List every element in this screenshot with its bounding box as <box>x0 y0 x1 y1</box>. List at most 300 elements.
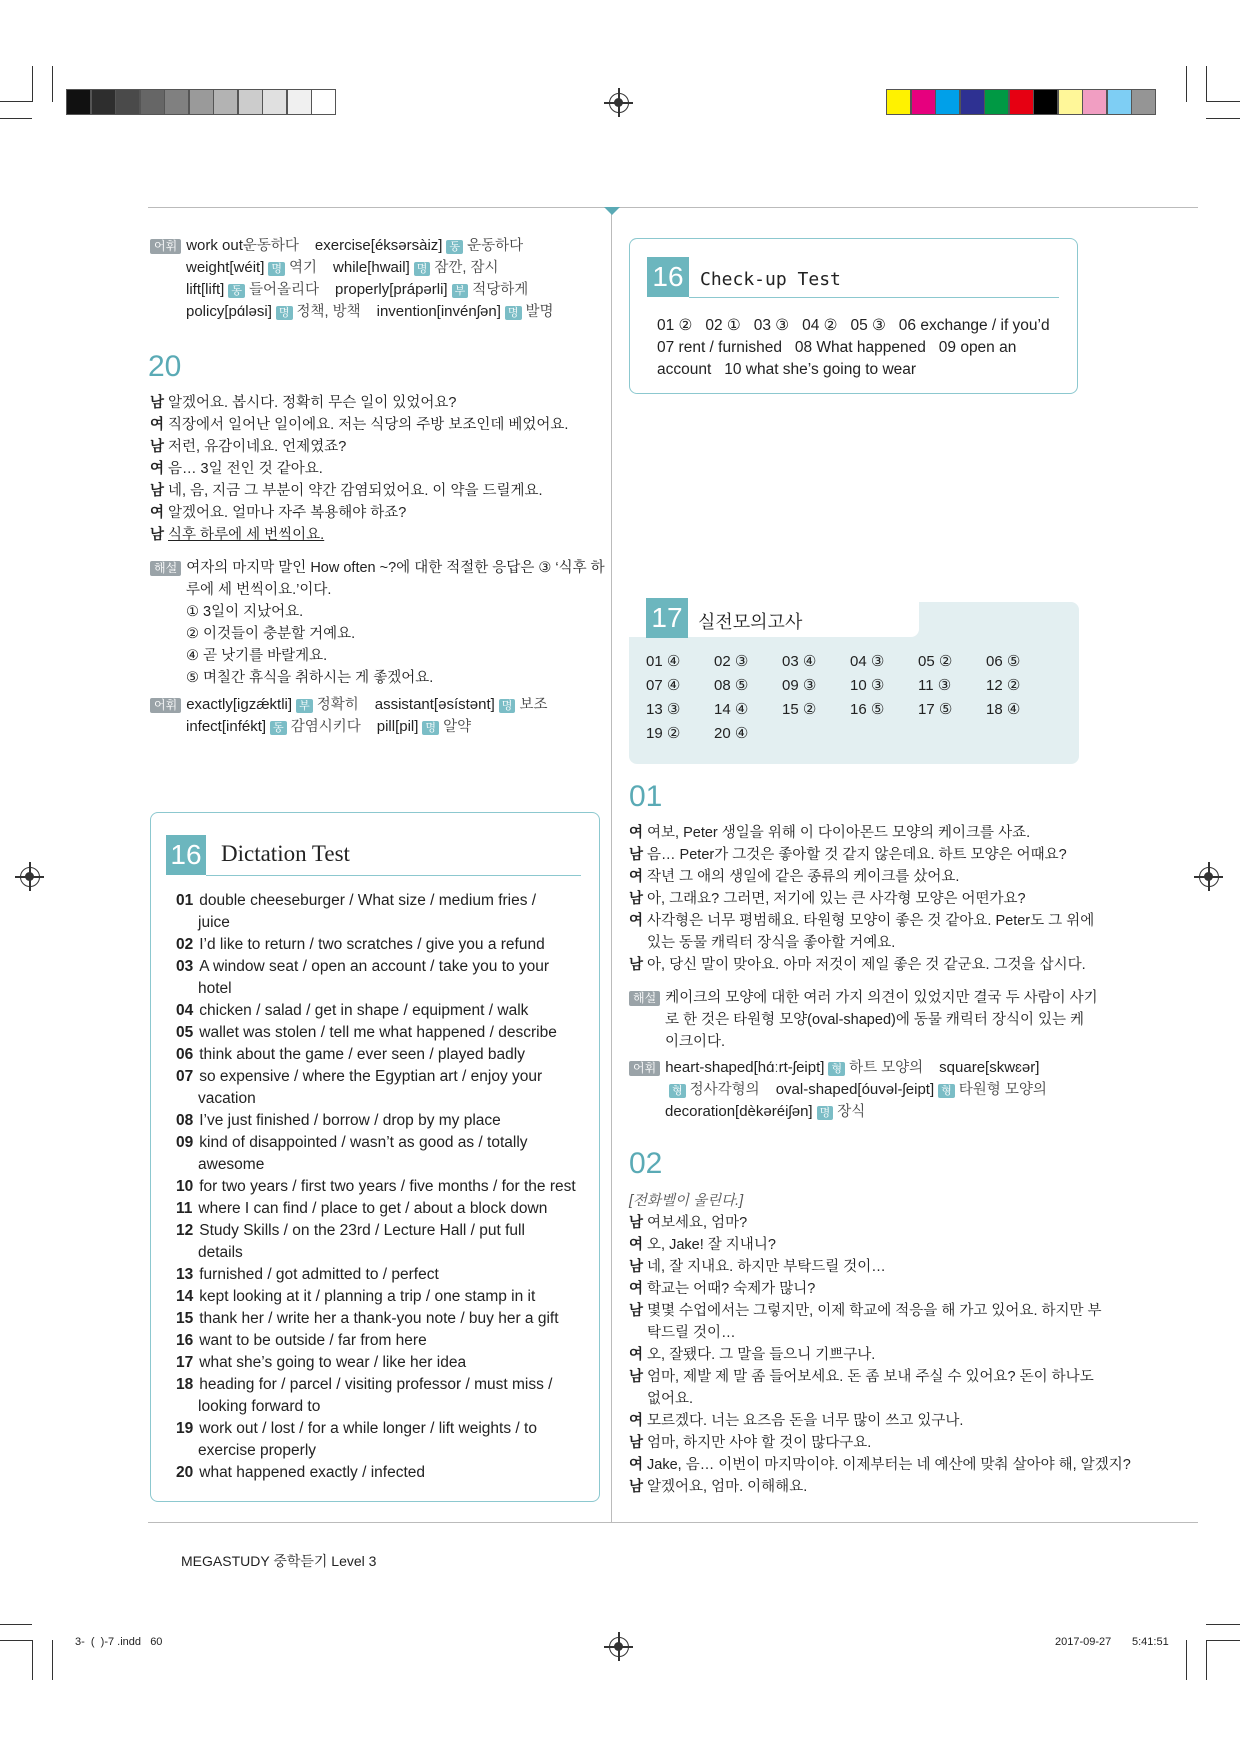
speaker: 여 <box>629 1413 644 1429</box>
dialogue-line <box>629 1432 1079 1454</box>
pos-badge: 형 <box>828 1062 845 1076</box>
vocab-meaning: 장식 <box>837 1104 866 1120</box>
color-swatch <box>960 89 985 115</box>
utterance: 알겠어요. 봅시다. 정확히 무슨 일이 있었어요? <box>168 395 457 411</box>
dictation-item <box>176 1132 586 1154</box>
pos-badge: 명 <box>276 306 293 320</box>
vocab-meaning: 잠깐, 잠시 <box>434 260 499 276</box>
vocab-row <box>150 716 610 738</box>
dictation-item <box>176 1044 586 1066</box>
item-number: 07 <box>176 1068 194 1085</box>
dictation-item <box>176 1242 586 1264</box>
vocab-meaning: 운동하다 <box>467 238 524 254</box>
utterance: 식후 하루에 세 번씩이요. <box>168 527 325 543</box>
dialogue-line <box>629 1388 1079 1410</box>
speaker: 남 <box>629 891 644 907</box>
speaker: 남 <box>629 1435 644 1451</box>
gray-swatch <box>115 89 140 115</box>
vocab-row <box>629 1057 1079 1079</box>
dialogue-line <box>629 1256 1079 1278</box>
vocab-meaning: 정책, 방책 <box>296 304 361 320</box>
dictation-answer: I’ve just finished / borrow / drop by my place <box>199 1112 501 1129</box>
utterance: 음… Peter가 그것은 좋아할 것 같지 않은데요. 하트 모양은 어때요? <box>647 847 1067 863</box>
vocab-block-19 <box>150 235 600 323</box>
dictation-badge: 16 <box>166 835 206 875</box>
speaker: 남 <box>629 1479 644 1495</box>
dictation-answer-list <box>176 890 586 1484</box>
pos-badge: 명 <box>268 262 285 276</box>
dialogue-line <box>629 910 1095 932</box>
dictation-answer: awesome <box>198 1156 265 1173</box>
question-01-vocab <box>629 1057 1079 1123</box>
mock-answer: 13 ③ <box>646 701 681 718</box>
dictation-item <box>176 1286 586 1308</box>
dialogue-line <box>150 392 610 414</box>
vocab-row <box>629 1079 1079 1101</box>
mock-test-answers <box>646 652 1066 762</box>
vocab-word: invention[invénʃən] <box>376 303 501 320</box>
vocab-word: lift[lift] <box>186 281 225 298</box>
color-swatch <box>1131 89 1156 115</box>
dictation-item <box>176 1022 586 1044</box>
utterance: 있는 동물 캐릭터 장식을 좋아할 거예요. <box>647 935 896 951</box>
mock-answer: 16 ⑤ <box>850 701 885 718</box>
question-number-02: 02 <box>629 1147 663 1180</box>
color-swatch <box>1033 89 1058 115</box>
answer-option: ④ 곧 낫기를 바랄게요. <box>186 648 328 664</box>
vocab-row <box>150 235 600 257</box>
checkup-line: 07 rent / furnished 08 What happened 09 open an <box>657 339 1017 356</box>
dictation-answer: details <box>198 1244 243 1261</box>
mock-answer: 15 ② <box>782 701 817 718</box>
dictation-item <box>176 1418 586 1440</box>
utterance: 탁드릴 것이… <box>647 1325 736 1341</box>
utterance: 모르겠다. 너는 요즈음 돈을 너무 많이 쓰고 있구나. <box>647 1413 964 1429</box>
item-number: 17 <box>176 1354 194 1371</box>
explain-line: 여자의 마지막 말인 How often ~?에 대한 적절한 응답은 ③ ‘식후 하 <box>186 560 605 576</box>
pos-badge: 부 <box>452 284 469 298</box>
utterance: 없어요. <box>647 1391 694 1407</box>
dialogue-line <box>629 1300 1102 1322</box>
dialogue-line <box>629 1234 1079 1256</box>
mock-answer: 01 ④ <box>646 653 681 670</box>
vocab-list <box>150 235 600 323</box>
dictation-answer: Study Skills / on the 23rd / Lecture Hall / put full <box>199 1222 525 1239</box>
dictation-item <box>176 1198 586 1220</box>
utterance: 알겠어요. 얼마나 자주 복용해야 하죠? <box>168 505 407 521</box>
dictation-item <box>176 890 586 912</box>
dictation-item <box>176 1462 586 1484</box>
dictation-item <box>176 1176 586 1198</box>
mock-answer: 05 ② <box>918 653 953 670</box>
pos-badge: 명 <box>414 262 431 276</box>
color-swatch <box>886 89 911 115</box>
vocab-meaning: 발명 <box>525 304 554 320</box>
dialogue-line <box>629 1454 1131 1476</box>
gray-swatch <box>189 89 214 115</box>
speaker: 여 <box>150 505 165 521</box>
explain-line: 이크이다. <box>665 1034 726 1050</box>
utterance: 네, 잘 지내요. 하지만 부탁드릴 것이… <box>647 1259 886 1275</box>
vocab-row <box>150 279 600 301</box>
mock-answer: 11 ③ <box>918 677 952 694</box>
dictation-answer: kept looking at it / planning a trip / one stamp in it <box>199 1288 536 1305</box>
item-number: 12 <box>176 1222 194 1239</box>
dictation-item <box>176 912 586 934</box>
checkup-line: account 10 what she’s going to wear <box>657 361 917 378</box>
dictation-answer: what she’s going to wear / like her idea <box>199 1354 467 1371</box>
speaker: 남 <box>629 1259 644 1275</box>
dictation-answer: looking forward to <box>198 1398 321 1415</box>
vocab-word: while[hwail] <box>333 259 410 276</box>
utterance: 직장에서 일어난 일이에요. 저는 식당의 주방 보조인데 베었어요. <box>168 417 569 433</box>
dictation-item <box>176 1110 586 1132</box>
vocab-word: heart-shaped[hɑ́ːrt-ʃeipt] <box>665 1059 825 1076</box>
dictation-item <box>176 1396 586 1418</box>
checkup-line: 01 ② 02 ① 03 ③ 04 ② 05 ③ 06 exchange / if you’d <box>657 317 1050 334</box>
dictation-answer: A window seat / open an account / take you to your <box>199 958 550 975</box>
gray-swatch <box>164 89 189 115</box>
color-swatch <box>984 89 1009 115</box>
utterance: 오, 잘됐다. 그 말을 들으니 기쁘구나. <box>647 1347 876 1363</box>
dictation-answer: I’d like to return / two scratches / give you a refund <box>199 936 545 953</box>
mock-answer: 04 ③ <box>850 653 885 670</box>
pos-badge: 명 <box>499 699 516 713</box>
vocab-word: oval-shaped[óuvəl-ʃeipt] <box>775 1081 935 1098</box>
speaker: 여 <box>629 1347 644 1363</box>
vocab-word: assistant[əsístənt] <box>374 696 495 713</box>
item-number: 08 <box>176 1112 194 1129</box>
question-20-dialogue <box>150 392 610 546</box>
item-number: 13 <box>176 1266 194 1283</box>
column-divider <box>611 207 612 1522</box>
dialogue-line <box>629 1366 1094 1388</box>
speaker: 남 <box>150 439 165 455</box>
vocab-meaning: 정사각형의 <box>689 1082 760 1098</box>
color-swatch <box>1082 89 1107 115</box>
item-number: 06 <box>176 1046 194 1063</box>
mock-answer: 19 ② <box>646 725 681 742</box>
explain-tag: 해설 <box>629 991 660 1006</box>
checkup-answers <box>657 315 1067 381</box>
vocab-word: pill[pil] <box>376 718 419 735</box>
vocab-meaning: 적당하게 <box>472 282 529 298</box>
gray-swatch <box>262 89 287 115</box>
file-name: 3- ( )-7 .indd 60 <box>75 1636 163 1648</box>
vocab-meaning: 들어올리다 <box>248 282 320 298</box>
dialogue-line <box>629 954 1086 976</box>
dictation-answer: kind of disappointed / wasn’t as good as / totally <box>199 1134 528 1151</box>
dictation-answer: so expensive / where the Egyptian art / enjoy your <box>199 1068 543 1085</box>
dictation-answer: want to be outside / far from here <box>199 1332 427 1349</box>
dictation-answer: what happened exactly / infected <box>199 1464 426 1481</box>
vocab-row <box>150 257 600 279</box>
dictation-item <box>176 934 586 956</box>
mock-answer: 08 ⑤ <box>714 677 749 694</box>
item-number: 18 <box>176 1376 194 1393</box>
dialogue-line <box>629 932 1079 954</box>
mock-answer: 09 ③ <box>782 677 817 694</box>
vocab-word: exercise[éksərsàiz] <box>314 237 443 254</box>
dictation-answer: juice <box>198 914 230 931</box>
checkup-badge: 16 <box>647 257 689 297</box>
gray-swatch <box>91 89 116 115</box>
gray-swatch <box>140 89 165 115</box>
utterance: 여보, Peter 생일을 위해 이 다이아몬드 모양의 케이크를 사죠. <box>647 825 1031 841</box>
question-20-vocab <box>150 694 610 738</box>
utterance: 음… 3일 전인 것 같아요. <box>168 461 323 477</box>
speaker: 여 <box>150 417 165 433</box>
pos-badge: 명 <box>505 306 522 320</box>
question-01-explanation <box>629 987 1098 1053</box>
speaker: 여 <box>629 1457 644 1473</box>
dictation-answer: chicken / salad / get in shape / equipment / walk <box>199 1002 529 1019</box>
item-number: 14 <box>176 1288 194 1305</box>
vocab-meaning: 알약 <box>443 719 472 735</box>
dictation-title-rule <box>206 875 581 876</box>
dictation-answer: think about the game / ever seen / played badly <box>199 1046 525 1063</box>
dialogue-line <box>150 480 610 502</box>
dictation-title: Dictation Test <box>221 841 350 866</box>
dictation-answer: exercise properly <box>198 1442 317 1459</box>
speaker: 남 <box>150 527 165 543</box>
speaker: 남 <box>150 483 165 499</box>
dialogue-line <box>629 1278 1079 1300</box>
gray-swatch <box>66 89 91 115</box>
item-number: 01 <box>176 892 194 909</box>
mock-test-badge: 17 <box>646 598 688 638</box>
dictation-answer: hotel <box>198 980 232 997</box>
speaker: 여 <box>629 1237 644 1253</box>
dictation-item <box>176 1220 586 1242</box>
gray-swatch <box>238 89 263 115</box>
dialogue-line <box>629 1344 1079 1366</box>
question-20-explanation <box>150 557 610 689</box>
registration-mark-icon <box>609 93 629 113</box>
dialogue-line <box>629 1212 1079 1234</box>
utterance: 학교는 어때? 숙제가 많니? <box>647 1281 816 1297</box>
answer-option: ① 3일이 지났어요. <box>186 604 304 620</box>
dictation-item <box>176 1154 586 1176</box>
pos-badge: 명 <box>422 721 439 735</box>
mock-answer: 02 ③ <box>714 653 749 670</box>
mock-answer: 03 ④ <box>782 653 817 670</box>
vocab-meaning: 감염시키다 <box>290 719 361 735</box>
dialogue-line <box>150 458 610 480</box>
dialogue-line <box>629 844 1079 866</box>
dictation-item <box>176 978 586 1000</box>
registration-mark-icon <box>20 867 40 887</box>
utterance: 몇몇 수업에서는 그렇지만, 이제 학교에 적응을 해 가고 있어요. 하지만 부 <box>647 1303 1102 1319</box>
dialogue-line <box>150 502 610 524</box>
color-swatch <box>1107 89 1132 115</box>
vocab-meaning: 타원형 모양의 <box>958 1082 1047 1098</box>
vocab-tag: 어휘 <box>150 698 181 713</box>
mock-answer: 10 ③ <box>850 677 885 694</box>
item-number: 19 <box>176 1420 194 1437</box>
mock-answer: 12 ② <box>986 677 1021 694</box>
dictation-item <box>176 1308 586 1330</box>
question-02-stage-direction: [전화벨이 울린다.] <box>629 1193 744 1209</box>
utterance: 작년 그 애의 생일에 같은 종류의 케이크를 샀어요. <box>647 869 960 885</box>
dictation-item <box>176 1330 586 1352</box>
dictation-test-box <box>150 812 600 1502</box>
answer-option: ② 이것들이 충분할 거예요. <box>186 626 356 642</box>
dictation-answer: where I can find / place to get / about a block down <box>198 1200 548 1217</box>
dictation-answer: thank her / write her a thank-you note / buy her a gift <box>199 1310 559 1327</box>
mock-answer: 07 ④ <box>646 677 681 694</box>
color-swatch <box>935 89 960 115</box>
dialogue-line <box>629 888 1079 910</box>
item-number: 03 <box>176 958 194 975</box>
mock-answer: 20 ④ <box>714 725 749 742</box>
gray-swatch <box>311 89 336 115</box>
dialogue-line <box>629 822 1079 844</box>
pos-badge: 명 <box>817 1106 834 1120</box>
dictation-answer: vacation <box>198 1090 256 1107</box>
speaker: 여 <box>150 461 165 477</box>
item-number: 10 <box>176 1178 194 1195</box>
dictation-answer: furnished / got admitted to / perfect <box>199 1266 439 1283</box>
gray-swatch <box>287 89 312 115</box>
question-02-dialogue <box>629 1212 1131 1498</box>
item-number: 05 <box>176 1024 194 1041</box>
dictation-answer: double cheeseburger / What size / medium fries / <box>199 892 537 909</box>
vocab-word: infect[infékt] <box>186 718 267 735</box>
book-title: MEGASTUDY 중학듣기 Level 3 <box>181 1553 377 1569</box>
question-number-20: 20 <box>148 350 182 383</box>
vocab-word: properly[prápərli] <box>335 281 448 298</box>
utterance: 오, Jake! 잘 지내니? <box>647 1237 776 1253</box>
speaker: 여 <box>629 1281 644 1297</box>
mock-test-title: 실전모의고사 <box>698 612 803 632</box>
vocab-word: square[skwɛər] <box>939 1059 1040 1076</box>
vocab-meaning: 운동하다 <box>242 238 299 254</box>
checkup-title-rule <box>689 297 1059 298</box>
answer-option: ⑤ 며칠간 휴식을 취하시는 게 좋겠어요. <box>186 670 434 686</box>
dialogue-line <box>629 1410 1079 1432</box>
vocab-word: exactly[igzǽktli] <box>186 696 293 713</box>
item-number: 02 <box>176 936 194 953</box>
bottom-rule <box>148 1522 1198 1523</box>
vocab-meaning: 역기 <box>289 260 318 276</box>
dialogue-line <box>150 524 610 546</box>
registration-mark-icon <box>609 1637 629 1657</box>
checkup-title: Check-up Test <box>700 269 841 290</box>
vocab-word: weight[wéit] <box>186 259 265 276</box>
speaker: 남 <box>629 1215 644 1231</box>
print-date: 2017-09-27 <box>1055 1636 1112 1648</box>
dictation-answer: for two years / first two years / five months / for the rest <box>199 1178 576 1195</box>
speaker: 남 <box>629 957 644 973</box>
question-01-dialogue <box>629 822 1095 976</box>
speaker: 남 <box>150 395 165 411</box>
vocab-meaning: 하트 모양의 <box>849 1060 924 1076</box>
utterance: 사각형은 너무 평범해요. 타원형 모양이 좋은 것 같아요. Peter도 그 위에 <box>647 913 1095 929</box>
explain-line: 로 한 것은 타원형 모양(oval-shaped)에 동물 캐릭터 장식이 있는 케 <box>665 1012 1085 1028</box>
dictation-answer: work out / lost / for a while longer / lift weights / to <box>199 1420 537 1437</box>
dictation-item <box>176 956 586 978</box>
item-number: 09 <box>176 1134 194 1151</box>
dialogue-line <box>150 414 610 436</box>
item-number: 16 <box>176 1332 194 1349</box>
dialogue-line <box>150 436 610 458</box>
column-divider-arrow-icon <box>604 207 620 215</box>
mock-answer: 14 ④ <box>714 701 749 718</box>
speaker: 여 <box>629 825 644 841</box>
color-swatch <box>1009 89 1034 115</box>
item-number: 20 <box>176 1464 194 1481</box>
item-number: 11 <box>176 1200 193 1217</box>
dictation-item <box>176 1440 586 1462</box>
vocab-meaning: 보조 <box>519 697 548 713</box>
utterance: 아, 그래요? 그러면, 저기에 있는 큰 사각형 모양은 어떤가요? <box>647 891 1026 907</box>
vocab-word: work out <box>186 237 243 254</box>
pos-badge: 형 <box>938 1084 955 1098</box>
pos-badge: 동 <box>270 721 287 735</box>
item-number: 15 <box>176 1310 194 1327</box>
mock-answer: 18 ④ <box>986 701 1021 718</box>
utterance: 네, 음, 지금 그 부분이 약간 감염되었어요. 이 약을 드릴게요. <box>168 483 543 499</box>
dialogue-line <box>629 1322 1079 1344</box>
dictation-answer: heading for / parcel / visiting professor / must miss / <box>199 1376 553 1393</box>
vocab-meaning: 정확히 <box>316 697 359 713</box>
vocab-word: policy[pɑ́ləsi] <box>186 303 272 320</box>
speaker: 남 <box>629 1369 644 1385</box>
speaker: 여 <box>629 869 644 885</box>
vocab-word: decoration[dèkəréiʃən] <box>665 1103 813 1120</box>
speaker: 여 <box>629 913 644 929</box>
mock-answer: 06 ⑤ <box>986 653 1021 670</box>
dictation-item <box>176 1264 586 1286</box>
color-swatch <box>1058 89 1083 115</box>
dictation-answer: wallet was stolen / tell me what happened / describe <box>199 1024 557 1041</box>
dictation-item <box>176 1066 586 1088</box>
explain-tag: 해설 <box>150 561 181 576</box>
explain-line: 케이크의 모양에 대한 여러 가지 의견이 있었지만 결국 두 사람이 사기 <box>665 990 1098 1006</box>
pos-badge: 부 <box>296 699 313 713</box>
registration-mark-icon <box>1199 867 1219 887</box>
vocab-row <box>150 694 610 716</box>
mock-answer: 17 ⑤ <box>918 701 953 718</box>
explain-line: 루에 세 번씩이요.’이다. <box>186 582 332 598</box>
vocab-tag: 어휘 <box>150 239 181 254</box>
top-rule <box>148 207 1198 208</box>
dialogue-line <box>629 866 1079 888</box>
vocab-row <box>629 1101 1079 1123</box>
utterance: 알겠어요, 엄마. 이해해요. <box>647 1479 808 1495</box>
vocab-row <box>150 301 600 323</box>
vocab-tag: 어휘 <box>629 1061 660 1076</box>
pos-badge: 형 <box>669 1084 686 1098</box>
utterance: 엄마, 하지만 사야 할 것이 많다구요. <box>647 1435 872 1451</box>
answer-options <box>150 601 610 689</box>
utterance: 여보세요, 엄마? <box>647 1215 748 1231</box>
pos-badge: 동 <box>228 284 245 298</box>
dictation-item <box>176 1088 586 1110</box>
dictation-item <box>176 1374 586 1396</box>
color-swatch <box>911 89 936 115</box>
speaker: 남 <box>629 1303 644 1319</box>
utterance: Jake, 음… 이번이 마지막이야. 이제부터는 네 예산에 맞춰 살아야 해, 알겠지? <box>647 1457 1131 1473</box>
utterance: 엄마, 제발 제 말 좀 들어보세요. 돈 좀 보내 주실 수 있어요? 돈이 하나도 <box>647 1369 1094 1385</box>
dictation-item <box>176 1000 586 1022</box>
dialogue-line <box>629 1476 1079 1498</box>
pos-badge: 동 <box>446 240 463 254</box>
question-number-01: 01 <box>629 780 663 813</box>
dictation-item <box>176 1352 586 1374</box>
gray-swatch <box>213 89 238 115</box>
